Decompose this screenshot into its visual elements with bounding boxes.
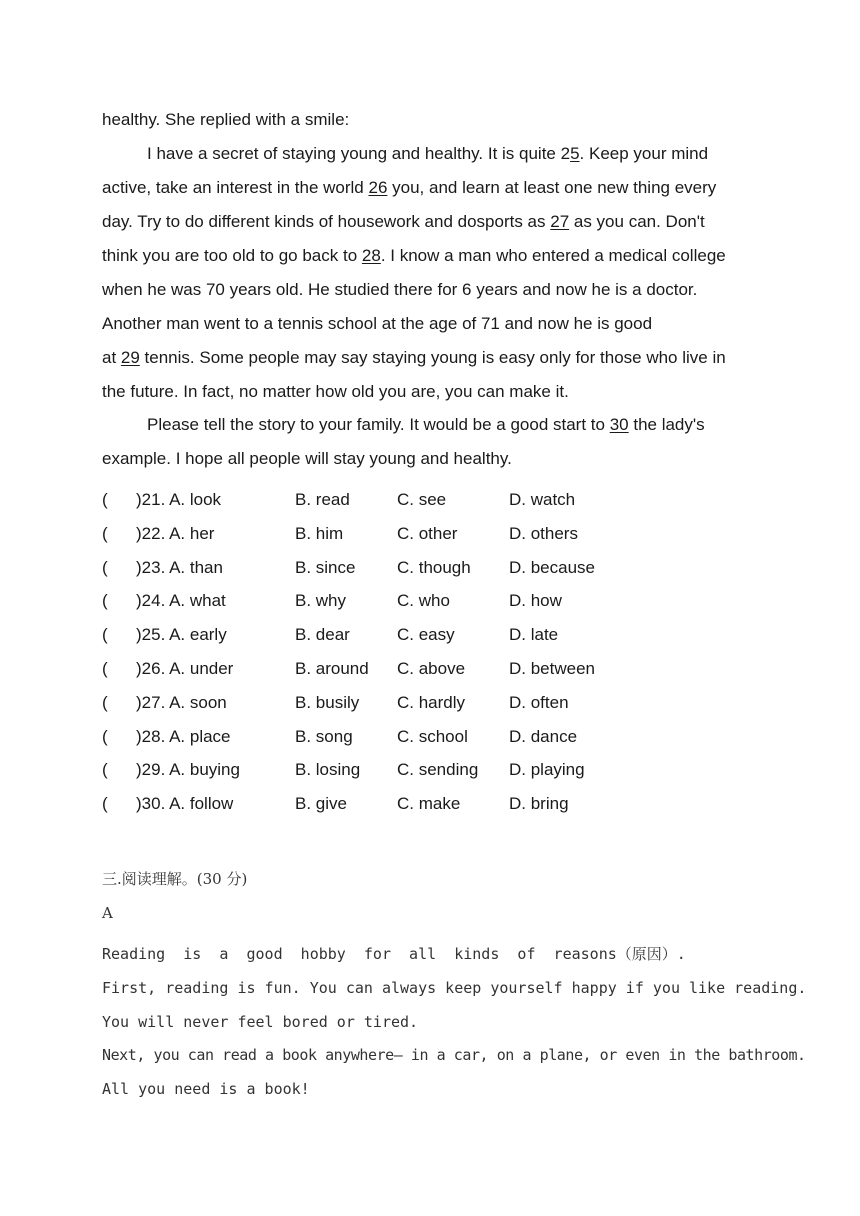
passage-line: active, take an interest in the world 26 you, and learn at least one new thing every: [102, 178, 717, 197]
answer-bracket: (: [102, 760, 108, 780]
question-option-d: D. between: [509, 659, 595, 678]
question-option-c: C. hardly: [397, 692, 466, 712]
reading-line: First, reading is fun. You can always keep yourself happy if you like reading.: [102, 979, 807, 997]
passage-line: at 29 tennis. Some people may say staying young is easy only for those who live in: [102, 348, 726, 367]
answer-bracket: (: [102, 625, 108, 645]
question-option-a: )25. A. early: [136, 625, 227, 645]
answer-bracket: (: [102, 659, 108, 678]
question-option-c: C. sending: [397, 760, 479, 780]
answer-bracket: (: [102, 557, 108, 577]
question-option-d: D. often: [509, 692, 569, 712]
passage-line: day. Try to do different kinds of housework and dosports as 27 as you can. Don't: [102, 212, 705, 231]
question-option-a: )21. A. look: [136, 490, 222, 509]
reading-line: You will never feel bored or tired.: [102, 1013, 419, 1031]
blank-27: 27: [550, 212, 570, 231]
part-label: A: [102, 904, 113, 922]
question-option-b: B. around: [295, 659, 369, 678]
reading-line: Reading is a good hobby for all kinds of reasons（原因）.: [102, 945, 686, 963]
question-option-b: B. song: [295, 726, 353, 746]
question-option-d: D. dance: [509, 726, 578, 746]
passage-line: when he was 70 years old. He studied there for 6 years and now he is a doctor.: [102, 280, 698, 299]
blank-25: 5: [570, 144, 580, 163]
blank-29: 29: [120, 348, 140, 367]
passage-line: Another man went to a tennis school at the age of 71 and now he is good: [102, 314, 653, 333]
question-option-d: D. others: [509, 523, 578, 543]
question-option-a: )22. A. her: [136, 523, 215, 543]
question-option-b: B. why: [295, 591, 347, 611]
question-option-c: C. see: [397, 490, 447, 509]
passage-line: example. I hope all people will stay young and healthy.: [102, 449, 512, 468]
passage-line: think you are too old to go back to 28. I know a man who entered a medical college: [102, 246, 726, 265]
question-option-c: C. who: [397, 591, 450, 611]
question-option-a: )29. A. buying: [136, 760, 240, 780]
question-option-a: )27. A. soon: [136, 692, 227, 712]
question-option-c: C. other: [397, 523, 458, 543]
answer-bracket: (: [102, 523, 108, 543]
question-option-d: D. how: [509, 591, 562, 611]
passage-line: healthy. She replied with a smile:: [102, 110, 350, 129]
question-option-d: D. playing: [509, 760, 585, 780]
blank-30: 30: [609, 415, 629, 434]
question-option-a: )23. A. than: [136, 557, 223, 577]
answer-bracket: (: [102, 490, 108, 509]
question-option-a: )28. A. place: [136, 726, 231, 746]
question-option-c: C. above: [397, 659, 466, 678]
answer-bracket: (: [102, 726, 108, 746]
question-option-d: D. bring: [509, 794, 569, 814]
blank-28: 28: [361, 246, 381, 265]
question-option-a: )30. A. follow: [136, 794, 234, 814]
section-heading: 三.阅读理解。(30 分): [102, 870, 248, 888]
blank-26: 26: [368, 178, 388, 197]
answer-bracket: (: [102, 692, 108, 712]
question-option-a: )24. A. what: [136, 591, 226, 611]
question-option-b: B. give: [295, 794, 347, 814]
question-option-b: B. him: [295, 523, 344, 543]
passage-line: I have a secret of staying young and healthy. It is quite 25. Keep your mind: [147, 144, 709, 163]
question-option-b: B. since: [295, 557, 356, 577]
answer-bracket: (: [102, 591, 108, 611]
question-option-d: D. late: [509, 625, 559, 645]
question-option-c: C. easy: [397, 625, 455, 645]
passage-line: Please tell the story to your family. It would be a good start to 30 the lady's: [147, 415, 705, 434]
reading-line: Next, you can read a book anywhere— in a car, on a plane, or even in the bathroom.: [102, 1046, 806, 1064]
reading-line: All you need is a book!: [102, 1080, 310, 1098]
question-option-b: B. dear: [295, 625, 350, 645]
question-option-d: D. watch: [509, 490, 576, 509]
question-option-a: )26. A. under: [136, 659, 234, 678]
question-option-c: C. though: [397, 557, 471, 577]
question-option-c: C. school: [397, 726, 468, 746]
passage-line: the future. In fact, no matter how old you are, you can make it.: [102, 382, 569, 401]
question-option-c: C. make: [397, 794, 461, 814]
question-option-b: B. read: [295, 490, 350, 509]
question-option-b: B. losing: [295, 760, 361, 780]
question-option-d: D. because: [509, 557, 595, 577]
question-option-b: B. busily: [295, 692, 360, 712]
answer-bracket: (: [102, 794, 108, 814]
